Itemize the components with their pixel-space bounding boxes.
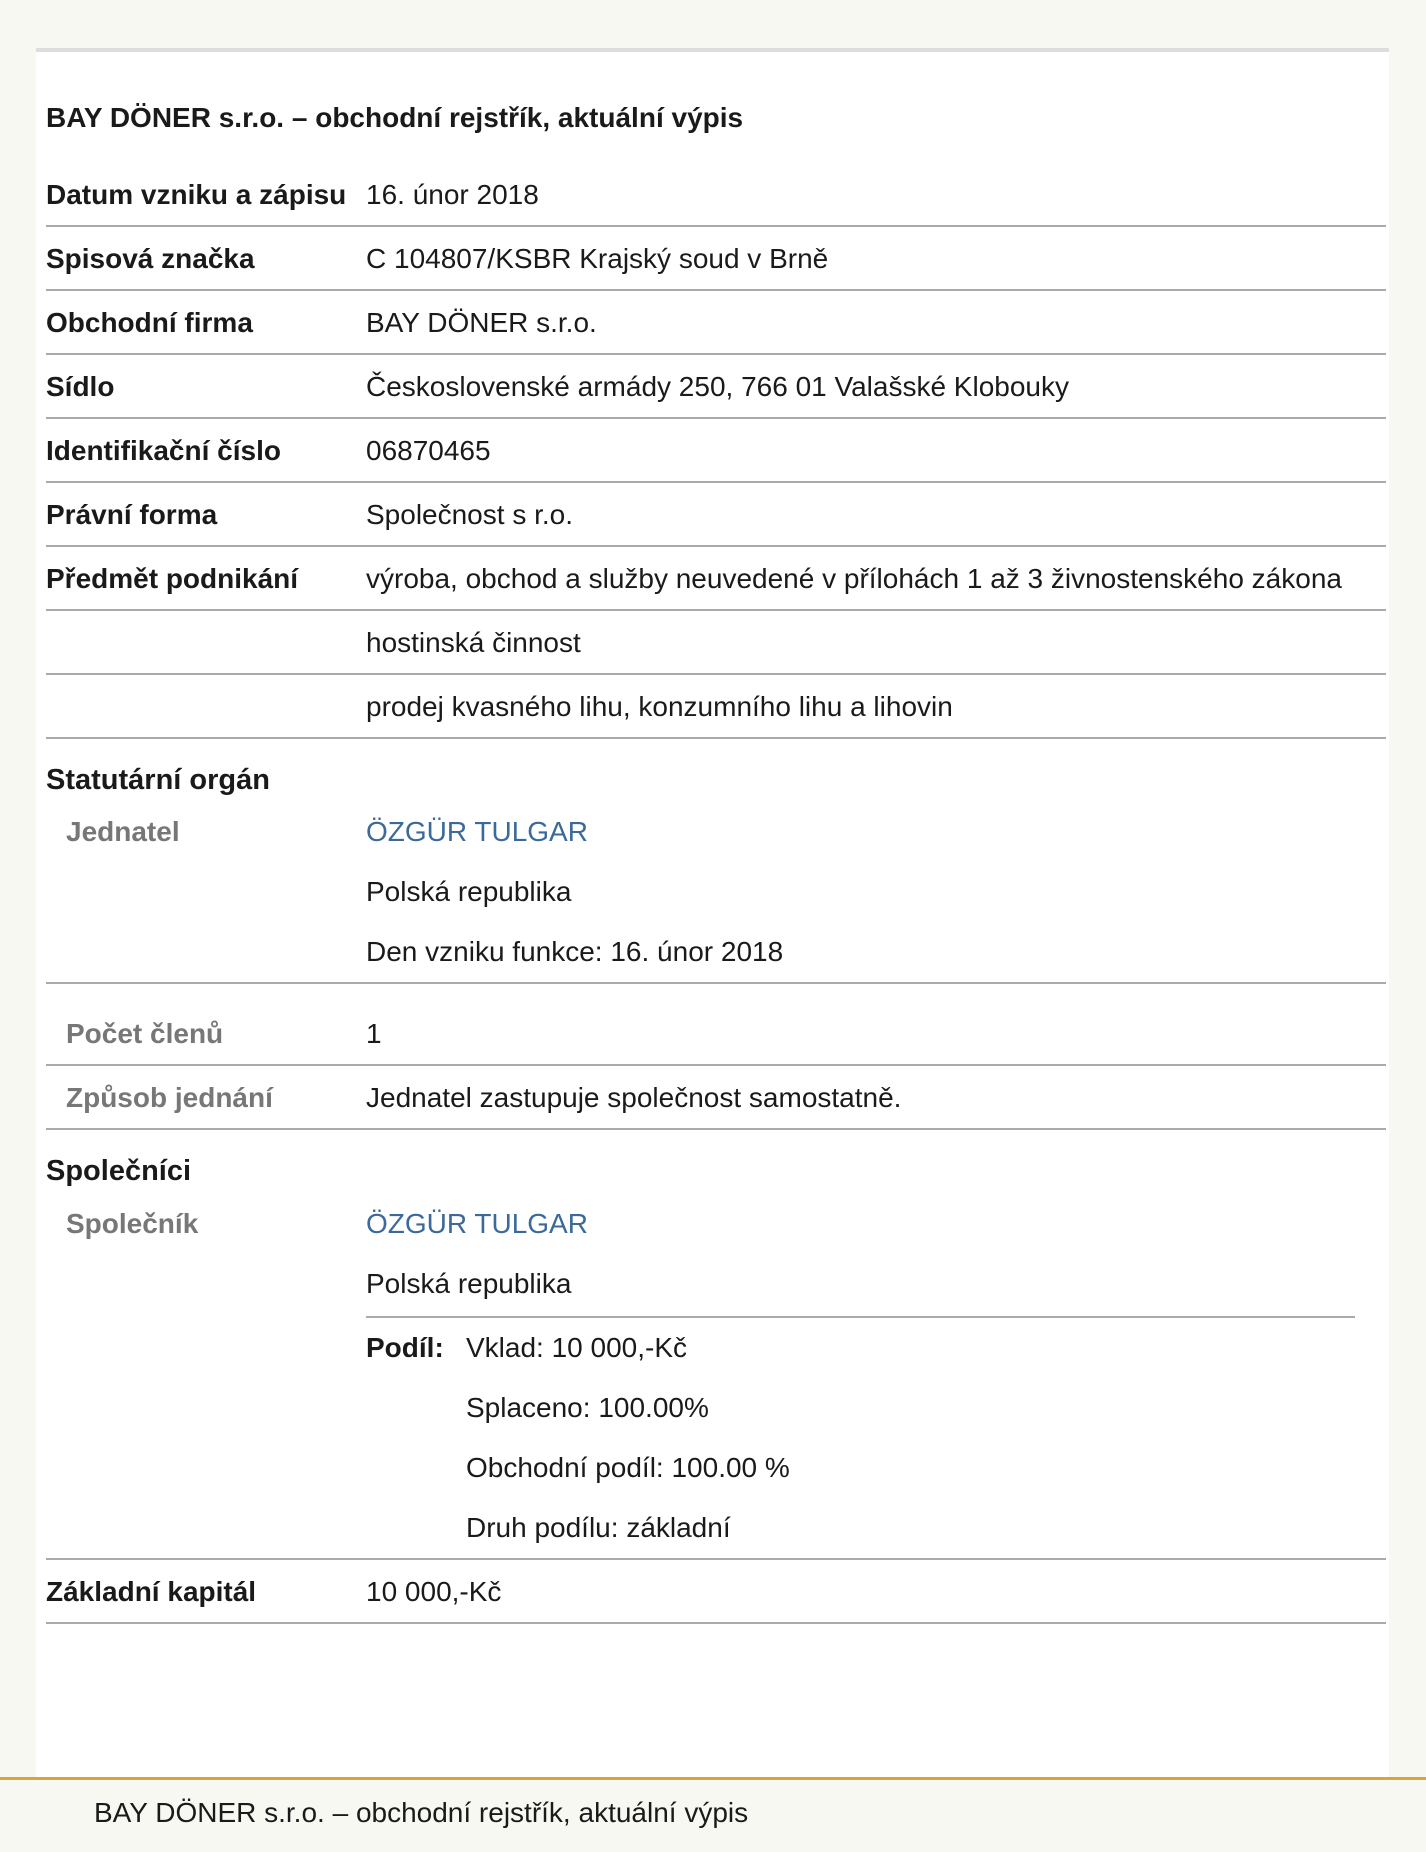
section-heading-spolecnici: Společníci (46, 1155, 192, 1187)
document-card (36, 48, 1389, 1777)
row-label: Jednatel (66, 816, 180, 847)
row-value: BAY DÖNER s.r.o. (366, 307, 597, 338)
row-label: Počet členů (66, 1018, 224, 1049)
podil-values (466, 1318, 790, 1558)
row-jednatel (46, 800, 1386, 984)
row-label: Obchodní firma (46, 307, 253, 338)
row-spolecnik (46, 1192, 1386, 1560)
row-label: Právní forma (46, 499, 218, 530)
row-label: Způsob jednání (66, 1082, 273, 1113)
podil-splaceno: Splaceno: 100.00% (466, 1392, 709, 1423)
register-extract (46, 52, 1386, 1624)
row-label: Společník (66, 1208, 199, 1239)
row-value: prodej kvasného lihu, konzumního lihu a lihovin (366, 691, 953, 722)
row-value: Československé armády 250, 766 01 Valašské Klobouky (366, 371, 1069, 402)
spolecnik-details (366, 1192, 1386, 1558)
row-value: Jednatel zastupuje společnost samostatně. (366, 1082, 902, 1113)
page-title: BAY DÖNER s.r.o. – obchodní rejstřík, aktuální výpis (46, 102, 744, 133)
jednatel-details (366, 800, 1386, 982)
row-value: C 104807/KSBR Krajský soud v Brně (366, 243, 829, 274)
spolecnik-name-link[interactable]: ÖZGÜR TULGAR (366, 1208, 588, 1239)
jednatel-name-link[interactable]: ÖZGÜR TULGAR (366, 816, 588, 847)
row-value: 1 (366, 1018, 382, 1049)
spolecnik-country: Polská republika (366, 1268, 572, 1299)
row-value: 10 000,-Kč (366, 1576, 502, 1607)
row-label: Základní kapitál (46, 1576, 257, 1607)
row-pravni-forma (46, 483, 1386, 547)
section-heading-statutarni: Statutární orgán (46, 764, 270, 796)
podil-vklad: Vklad: 10 000,-Kč (466, 1332, 688, 1363)
jednatel-since: Den vzniku funkce: 16. únor 2018 (366, 936, 784, 967)
footer-divider (0, 1777, 1426, 1780)
row-label: Sídlo (46, 371, 115, 402)
podil-obchodni: Obchodní podíl: 100.00 % (466, 1452, 790, 1483)
row-predmet-podnikani (46, 547, 1386, 611)
row-pocet-clenu (46, 1002, 1386, 1066)
podil-label: Podíl: (366, 1332, 444, 1363)
row-ico (46, 419, 1386, 483)
spacer (46, 984, 1386, 1002)
row-sidlo (46, 355, 1386, 419)
row-value: 16. únor 2018 (366, 179, 539, 210)
jednatel-country: Polská republika (366, 876, 572, 907)
row-value: 06870465 (366, 435, 491, 466)
footer-title: BAY DÖNER s.r.o. – obchodní rejstřík, aktuální výpis (94, 1797, 749, 1828)
row-obchodni-firma (46, 291, 1386, 355)
row-value: hostinská činnost (366, 627, 581, 658)
row-label: Identifikační číslo (46, 435, 281, 466)
row-label-empty (46, 675, 366, 737)
row-value: výroba, obchod a služby neuvedené v přílohách 1 až 3 živnostenského zákona (366, 563, 1342, 594)
row-label: Předmět podnikání (46, 563, 299, 594)
row-label-empty (46, 611, 366, 673)
row-value: Společnost s r.o. (366, 499, 574, 530)
row-spisova-znacka (46, 227, 1386, 291)
row-label: Datum vzniku a zápisu (46, 179, 347, 210)
row-zakladni-kapital (46, 1560, 1386, 1624)
podil-block (366, 1316, 1355, 1558)
row-label: Spisová značka (46, 243, 255, 274)
row-predmet-podnikani-3 (46, 675, 1386, 739)
row-zpusob-jednani (46, 1066, 1386, 1130)
row-datum-vzniku (46, 163, 1386, 227)
podil-druh: Druh podílu: základní (466, 1512, 731, 1543)
row-predmet-podnikani-2 (46, 611, 1386, 675)
